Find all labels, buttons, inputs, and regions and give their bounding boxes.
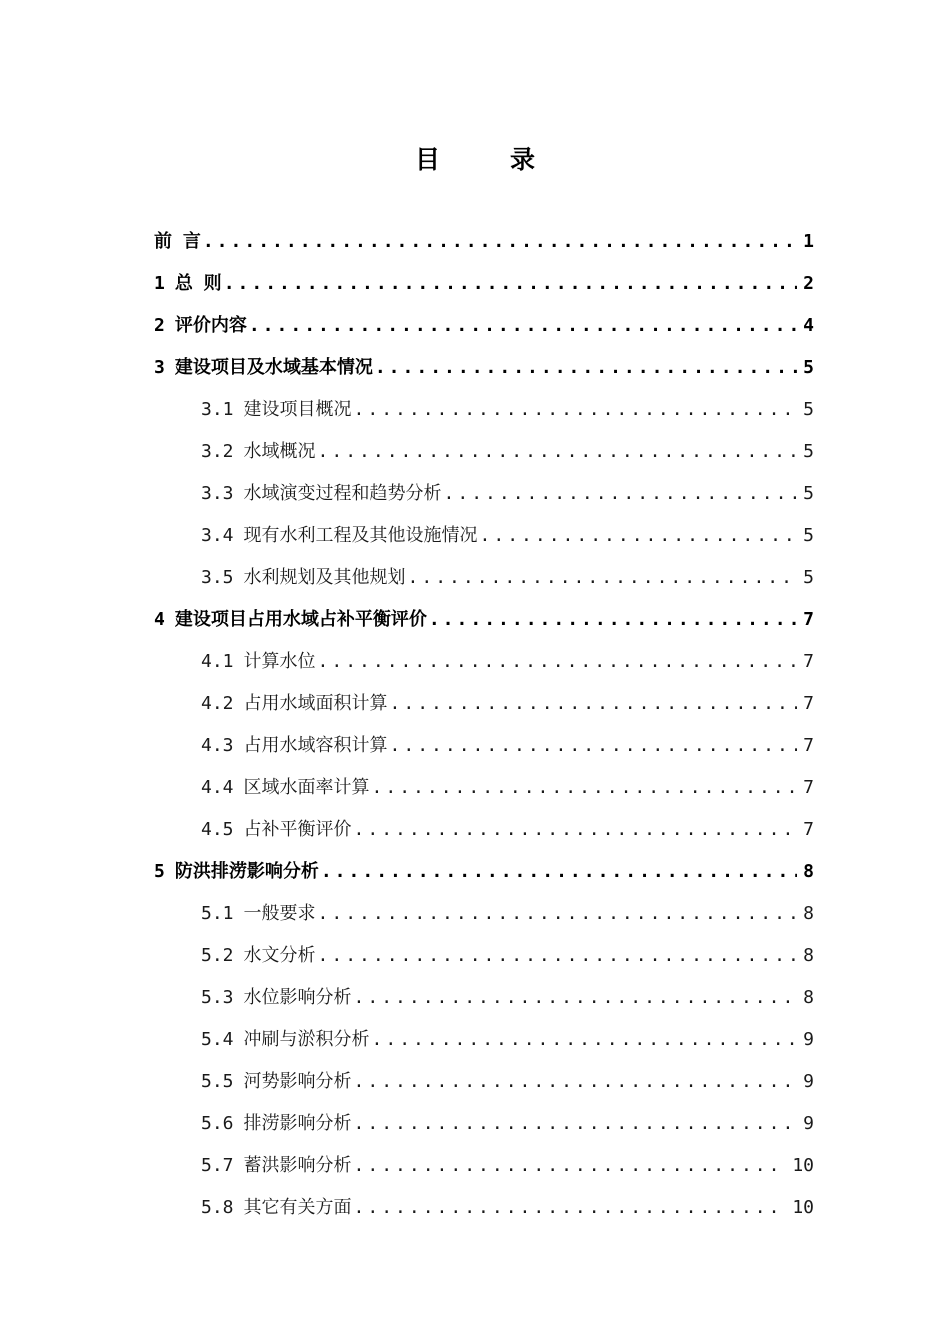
toc-page-number: 4 bbox=[803, 315, 814, 336]
toc-entry-label: 占用水域容积计算 bbox=[243, 735, 388, 756]
toc-entry[interactable] bbox=[154, 641, 814, 683]
toc-entry-label: 占用水域面积计算 bbox=[243, 693, 388, 714]
toc-entry[interactable] bbox=[154, 683, 814, 725]
toc-leader-dots bbox=[203, 221, 797, 263]
toc-leader-dots bbox=[480, 515, 798, 557]
toc-entry-label: 建设项目及水域基本情况 bbox=[174, 357, 373, 378]
toc-entry-number: 5.6 bbox=[201, 1113, 234, 1134]
toc-leader-dots bbox=[390, 683, 798, 725]
toc-entry[interactable] bbox=[154, 725, 814, 767]
toc-leader-dots bbox=[354, 977, 798, 1019]
toc-entry-label: 前 言 bbox=[154, 231, 201, 252]
toc-entry[interactable] bbox=[154, 305, 814, 347]
toc-leader-dots bbox=[429, 599, 797, 641]
toc-entry-label: 防洪排涝影响分析 bbox=[174, 861, 319, 882]
toc-entry[interactable] bbox=[154, 599, 814, 641]
toc-leader-dots bbox=[390, 725, 798, 767]
toc-leader-dots bbox=[375, 347, 797, 389]
toc-entry-label: 评价内容 bbox=[174, 315, 247, 336]
toc-entry-number: 4.5 bbox=[201, 819, 234, 840]
toc-entry-number: 3.4 bbox=[201, 525, 234, 546]
toc-entry[interactable] bbox=[154, 851, 814, 893]
toc-page-number: 9 bbox=[803, 1113, 814, 1134]
toc-entry-label: 建设项目概况 bbox=[243, 399, 352, 420]
toc-entry-label: 排涝影响分析 bbox=[243, 1113, 352, 1134]
toc-entry-label: 水利规划及其他规划 bbox=[243, 567, 406, 588]
toc-entry-label: 冲刷与淤积分析 bbox=[243, 1029, 370, 1050]
toc-entry-number: 5.4 bbox=[201, 1029, 234, 1050]
toc-leader-dots bbox=[354, 809, 798, 851]
toc-entry[interactable] bbox=[154, 1061, 814, 1103]
toc-entry-number: 3.3 bbox=[201, 483, 234, 504]
toc-entry[interactable] bbox=[154, 473, 814, 515]
toc-entry-label: 一般要求 bbox=[243, 903, 316, 924]
toc-entry-number: 5 bbox=[154, 861, 165, 882]
toc-page-number: 7 bbox=[803, 819, 814, 840]
page-title bbox=[0, 140, 950, 176]
toc-entry-label: 水域演变过程和趋势分析 bbox=[243, 483, 442, 504]
toc-page-number: 2 bbox=[803, 273, 814, 294]
toc-entry[interactable] bbox=[154, 389, 814, 431]
toc-entry-number: 3.5 bbox=[201, 567, 234, 588]
toc-page-number: 5 bbox=[803, 525, 814, 546]
toc-entry-label: 水位影响分析 bbox=[243, 987, 352, 1008]
toc-entry-number: 3 bbox=[154, 357, 165, 378]
toc-entry[interactable] bbox=[154, 515, 814, 557]
toc-page-number: 7 bbox=[803, 735, 814, 756]
toc-leader-dots bbox=[224, 263, 797, 305]
toc-page-number: 7 bbox=[803, 693, 814, 714]
toc-page-number: 5 bbox=[803, 441, 814, 462]
toc-entry-number: 3.1 bbox=[201, 399, 234, 420]
toc-leader-dots bbox=[354, 1103, 798, 1145]
toc-entry-label: 其它有关方面 bbox=[243, 1197, 352, 1218]
table-of-contents bbox=[154, 221, 814, 1229]
toc-leader-dots bbox=[372, 767, 798, 809]
toc-entry[interactable] bbox=[154, 767, 814, 809]
toc-entry[interactable] bbox=[154, 977, 814, 1019]
toc-leader-dots bbox=[354, 389, 798, 431]
toc-leader-dots bbox=[354, 1061, 798, 1103]
toc-entry-label: 现有水利工程及其他设施情况 bbox=[243, 525, 478, 546]
toc-leader-dots bbox=[249, 305, 797, 347]
toc-entry-number: 4.1 bbox=[201, 651, 234, 672]
toc-entry[interactable] bbox=[154, 1187, 814, 1229]
toc-page-number: 9 bbox=[803, 1029, 814, 1050]
toc-entry-label: 蓄洪影响分析 bbox=[243, 1155, 352, 1176]
toc-entry-number: 4.4 bbox=[201, 777, 234, 798]
toc-entry-number: 1 bbox=[154, 273, 165, 294]
toc-entry-label: 计算水位 bbox=[243, 651, 316, 672]
toc-page-number: 1 bbox=[803, 231, 814, 252]
toc-entry-number: 4.2 bbox=[201, 693, 234, 714]
toc-page-number: 10 bbox=[792, 1197, 814, 1218]
toc-entry-label: 建设项目占用水域占补平衡评价 bbox=[174, 609, 427, 630]
toc-leader-dots bbox=[321, 851, 797, 893]
toc-entry-number: 4.3 bbox=[201, 735, 234, 756]
toc-entry-number: 5.2 bbox=[201, 945, 234, 966]
toc-entry-number: 5.7 bbox=[201, 1155, 234, 1176]
toc-page-number: 10 bbox=[792, 1155, 814, 1176]
toc-entry[interactable] bbox=[154, 557, 814, 599]
toc-entry[interactable] bbox=[154, 221, 814, 263]
title-char-1: 目 bbox=[414, 145, 440, 174]
toc-entry[interactable] bbox=[154, 347, 814, 389]
toc-entry-label: 水域概况 bbox=[243, 441, 316, 462]
toc-page-number: 8 bbox=[803, 945, 814, 966]
toc-leader-dots bbox=[354, 1187, 787, 1229]
toc-entry[interactable] bbox=[154, 893, 814, 935]
toc-page-number: 7 bbox=[803, 609, 814, 630]
toc-leader-dots bbox=[372, 1019, 798, 1061]
toc-entry-label: 占补平衡评价 bbox=[243, 819, 352, 840]
toc-leader-dots bbox=[318, 431, 798, 473]
toc-entry[interactable] bbox=[154, 935, 814, 977]
toc-leader-dots bbox=[354, 1145, 787, 1187]
toc-page-number: 8 bbox=[803, 903, 814, 924]
toc-page-number: 5 bbox=[803, 483, 814, 504]
toc-entry-number: 5.8 bbox=[201, 1197, 234, 1218]
toc-entry[interactable] bbox=[154, 1145, 814, 1187]
toc-entry-label: 总 则 bbox=[174, 273, 222, 294]
toc-leader-dots bbox=[444, 473, 798, 515]
toc-entry-number: 5.5 bbox=[201, 1071, 234, 1092]
toc-entry-number: 5.3 bbox=[201, 987, 234, 1008]
toc-page-number: 8 bbox=[803, 987, 814, 1008]
toc-entry-number: 4 bbox=[154, 609, 165, 630]
toc-entry-number: 3.2 bbox=[201, 441, 234, 462]
toc-page-number: 5 bbox=[803, 567, 814, 588]
toc-entry[interactable] bbox=[154, 809, 814, 851]
toc-entry-number: 5.1 bbox=[201, 903, 234, 924]
toc-entry-number: 2 bbox=[154, 315, 165, 336]
toc-entry[interactable] bbox=[154, 431, 814, 473]
toc-leader-dots bbox=[408, 557, 798, 599]
toc-entry[interactable] bbox=[154, 1019, 814, 1061]
toc-leader-dots bbox=[318, 641, 798, 683]
toc-leader-dots bbox=[318, 935, 798, 977]
toc-entry[interactable] bbox=[154, 263, 814, 305]
toc-entry-label: 水文分析 bbox=[243, 945, 316, 966]
toc-entry-label: 区域水面率计算 bbox=[243, 777, 370, 798]
toc-page-number: 7 bbox=[803, 651, 814, 672]
toc-leader-dots bbox=[318, 893, 798, 935]
toc-entry-label: 河势影响分析 bbox=[243, 1071, 352, 1092]
title-char-2: 录 bbox=[510, 145, 536, 174]
toc-page-number: 8 bbox=[803, 861, 814, 882]
toc-page-number: 7 bbox=[803, 777, 814, 798]
toc-page-number: 9 bbox=[803, 1071, 814, 1092]
toc-page-number: 5 bbox=[803, 399, 814, 420]
toc-entry[interactable] bbox=[154, 1103, 814, 1145]
toc-page-number: 5 bbox=[803, 357, 814, 378]
